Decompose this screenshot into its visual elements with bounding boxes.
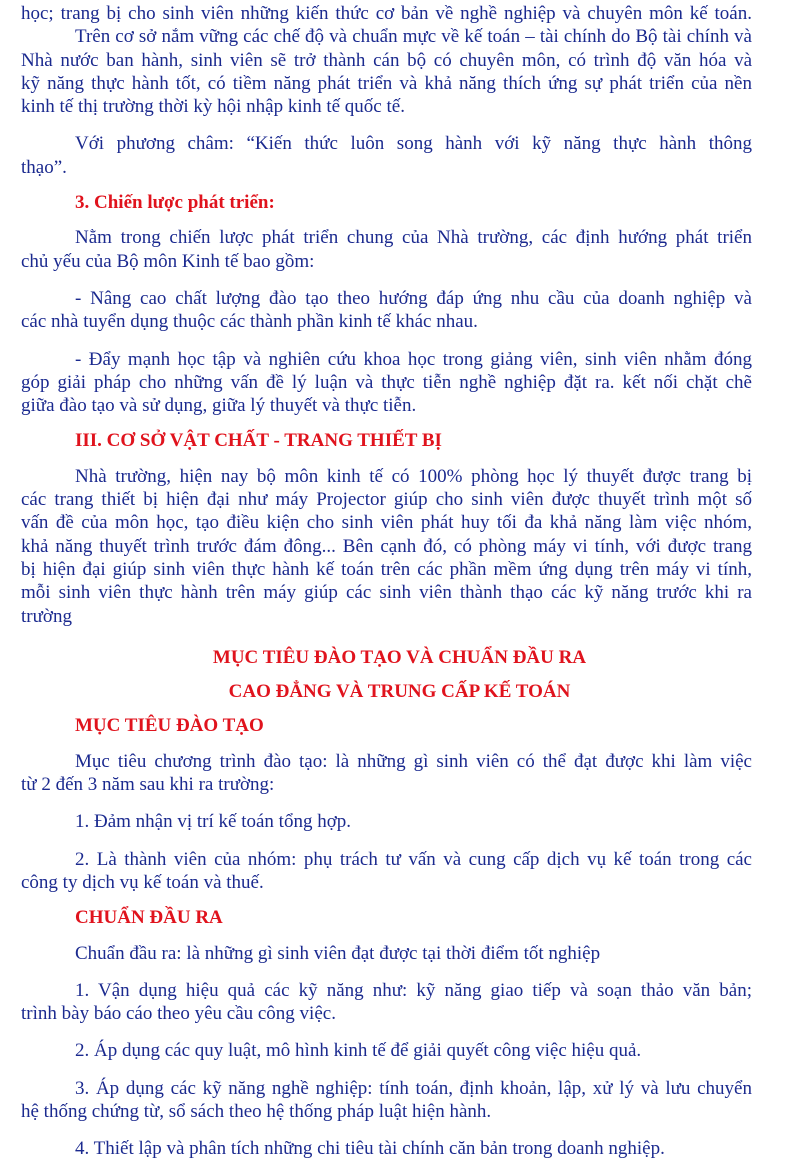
strategy-paragraph (21, 226, 752, 273)
text-line: các trang thiết bị hiện đại như máy Projector giúp cho sinh viên được thuyết trình một số (21, 489, 752, 511)
text-line: giữa đào tạo và sử dụng, giữa lý thuyết và thực tiễn. (21, 395, 417, 417)
outcome-item: 2. Áp dụng các quy luật, mô hình kinh tế để giải quyết công việc hiệu quả. (75, 1040, 642, 1062)
motto-paragraph (21, 132, 752, 179)
outcome-item (21, 979, 752, 1026)
objectives-section (21, 714, 752, 894)
strategy-section (21, 191, 752, 417)
text-line: trình bày báo cáo theo yêu cầu công việc. (21, 1003, 336, 1025)
section-heading: III. CƠ SỞ VẬT CHẤT - TRANG THIẾT BỊ (75, 430, 442, 452)
document-title (21, 646, 752, 704)
title-line: MỤC TIÊU ĐÀO TẠO VÀ CHUẨN ĐẦU RA (212, 646, 587, 668)
text-line: Mục tiêu chương trình đào tạo: là những gì sinh viên có thể đạt được khi làm việc (75, 750, 752, 772)
text-line: - Nâng cao chất lượng đào tạo theo hướng đáp ứng nhu cầu của doanh nghiệp và (75, 287, 752, 309)
text-line: 3. Áp dụng các kỹ năng nghề nghiệp: tính toán, định khoản, lập, xử lý và lưu chuyển (75, 1077, 752, 1099)
outcome-item: 4. Thiết lập và phân tích những chi tiêu tài chính căn bản trong doanh nghiệp. (75, 1138, 665, 1160)
outcomes-intro: Chuẩn đầu ra: là những gì sinh viên đạt được tại thời điểm tốt nghiệp (75, 942, 601, 964)
section-heading: CHUẨN ĐẦU RA (75, 907, 223, 929)
intro-paragraph (21, 0, 752, 118)
text-line: vấn đề của môn học, tạo điều kiện cho sinh viên phát huy tối đa khả năng làm việc nhóm, (21, 512, 752, 534)
text-line: kỹ năng thực hành tốt, có tiềm năng phát triển và khả năng thích ứng sự phát triển của nền (21, 72, 752, 94)
text-line: 1. Vận dụng hiệu quả các kỹ năng như: kỹ năng giao tiếp và soạn thảo văn bản; (75, 979, 752, 1001)
text-line: khả năng thuyết trình trước đám đông... Bên cạnh đó, có phòng máy vi tính, với được trang (21, 535, 752, 557)
section-heading: 3. Chiến lược phát triển: (75, 192, 275, 214)
bullet-item (21, 287, 752, 334)
outcomes-section (21, 906, 752, 1160)
text-line: chủ yếu của Bộ môn Kinh tế bao gồm: (21, 250, 315, 272)
section-heading: MỤC TIÊU ĐÀO TẠO (75, 715, 264, 737)
text-line: kinh tế thị trường thời kỳ hội nhập kinh tế quốc tế. (21, 96, 405, 118)
text-line: Với phương châm: “Kiến thức luôn song hành với kỹ năng thực hành thông (75, 133, 752, 155)
objectives-intro (21, 750, 752, 797)
facilities-section (21, 429, 752, 627)
objective-item (21, 848, 752, 895)
facilities-paragraph (21, 465, 752, 628)
text-line: Nhà nước ban hành, sinh viên sẽ trở thành cán bộ có chuyên môn, có trình độ văn hóa và (21, 49, 752, 71)
text-line: trường (21, 605, 72, 627)
text-line: mỗi sinh viên thực hành trên máy giúp các sinh viên thành thạo các kỹ năng trước khi ra (21, 582, 752, 604)
text-line: góp giải pháp cho những vấn đề lý luận và thực tiễn nghề nghiệp đặt ra. kết nối chặt chẽ (21, 371, 752, 393)
text-line: công ty dịch vụ kế toán và thuế. (21, 871, 264, 893)
text-line: bị hiện đại giúp sinh viên thực hành kế toán trên các phần mềm ứng dụng trên máy vi tính, (21, 558, 752, 580)
text-line: từ 2 đến 3 năm sau khi ra trường: (21, 774, 275, 796)
objective-item: 1. Đảm nhận vị trí kế toán tổng hợp. (75, 811, 352, 833)
text-line: các nhà tuyển dụng thuộc các thành phần kinh tế khác nhau. (21, 311, 478, 333)
bullet-item (21, 348, 752, 418)
text-line: học; trang bị cho sinh viên những kiến thức cơ bản về nghề nghiệp và chuyên môn kế toán. (21, 3, 752, 24)
text-line: - Đẩy mạnh học tập và nghiên cứu khoa học trong giảng viên, sinh viên nhằm đóng (75, 348, 752, 370)
text-line: Nằm trong chiến lược phát triển chung của Nhà trường, các định hướng phát triển (75, 227, 752, 249)
text-line: 2. Là thành viên của nhóm: phụ trách tư vấn và cung cấp dịch vụ kế toán trong các (75, 848, 752, 870)
text-line: hệ thống chứng từ, sổ sách theo hệ thống pháp luật hiện hành. (21, 1100, 492, 1122)
title-line: CAO ĐẲNG VÀ TRUNG CẤP KẾ TOÁN (228, 681, 571, 703)
outcome-item (21, 1077, 752, 1124)
text-line: Nhà trường, hiện nay bộ môn kinh tế có 100% phòng học lý thuyết được trang bị (75, 465, 752, 487)
text-line: Trên cơ sở nắm vững các chế độ và chuẩn mực về kế toán – tài chính do Bộ tài chính và (75, 26, 752, 48)
text-line: thạo”. (21, 156, 67, 178)
